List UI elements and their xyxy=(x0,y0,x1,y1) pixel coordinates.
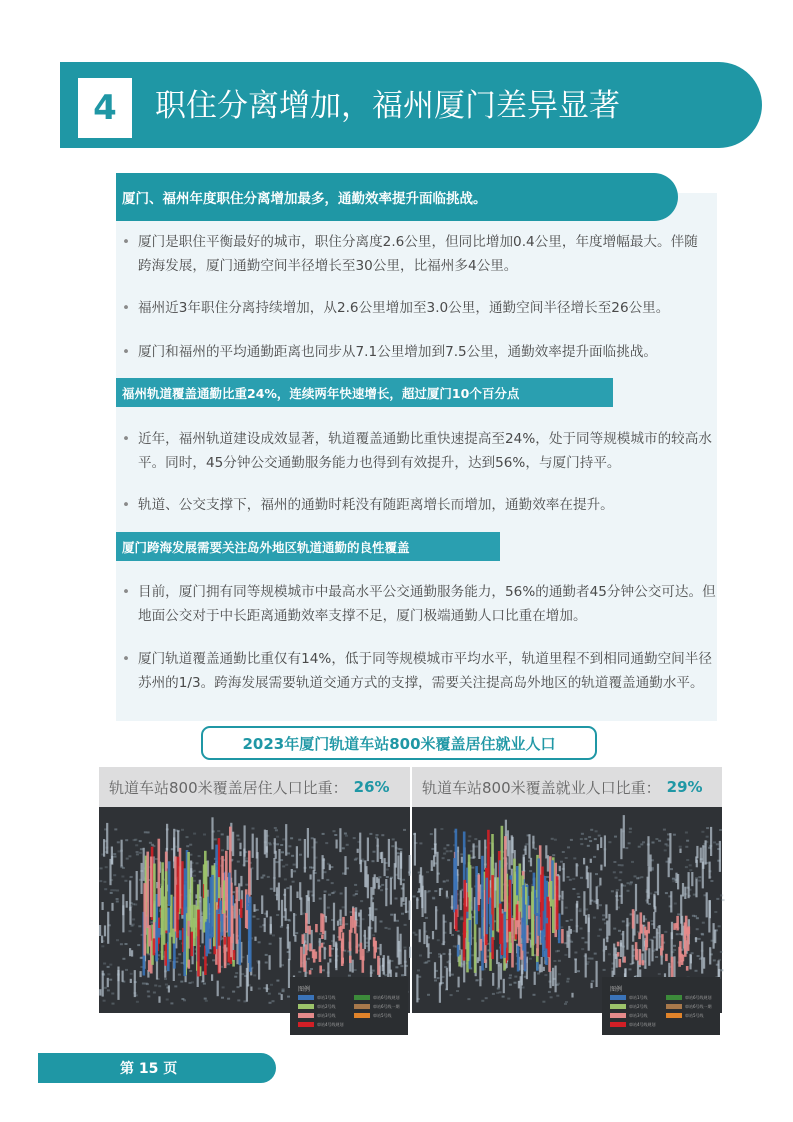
map-label xyxy=(99,767,410,807)
legend-swatch xyxy=(298,1022,314,1027)
legend-swatch xyxy=(298,1004,314,1009)
legend-swatch xyxy=(610,1004,626,1009)
bullet-text: • 厦门和福州的平均通勤距离也同步从7.1公里增加到7.5公里，通勤效率提升面临挑战。 xyxy=(120,340,720,364)
legend-label: 車站4号线规划 xyxy=(317,1022,344,1027)
legend-label: 車站2号线 xyxy=(317,1004,336,1009)
bullet-text: • 近年，福州轨道建设成效显著，轨道覆盖通勤比重快速提高至24%，处于同等规模城市的较高水平。同时，45分钟公交通勤服务能力也得到有效提升，达到56%，与厦门持平。 xyxy=(120,427,718,475)
map-label-text: 轨道车站800米覆盖居住人口比重： xyxy=(109,778,348,797)
legend-swatch xyxy=(610,1022,626,1027)
legend-label: 車站4号线规划 xyxy=(629,1022,656,1027)
legend-swatch xyxy=(666,995,682,1000)
legend-label: 車站2号线 xyxy=(629,1004,648,1009)
legend-label: 車站5号线 xyxy=(373,1013,392,1018)
bullet-text: • 福州近3年职住分离持续增加，从2.6公里增加至3.0公里，通勤空间半径增长至26公里。 xyxy=(120,296,720,320)
legend-swatch xyxy=(298,1013,314,1018)
legend-title: 图例 xyxy=(610,986,623,993)
legend-label: 車站5号线 xyxy=(685,1013,704,1018)
legend-label: 車站6号线一期 xyxy=(373,1004,400,1009)
legend-swatch xyxy=(610,995,626,1000)
page-number: 第 15 页 xyxy=(38,1053,276,1083)
map-label-text: 轨道车站800米覆盖就业人口比重： xyxy=(422,778,661,797)
legend-label: 車站1号线 xyxy=(629,995,648,1000)
section-heading-1: 厦门、福州年度职住分离增加最多，通勤效率提升面临挑战。 xyxy=(116,173,678,221)
legend-label: 車站1号线 xyxy=(317,995,336,1000)
legend-label: 車站6号线规划 xyxy=(373,995,400,1000)
legend-title: 图例 xyxy=(298,986,311,993)
section-number: 4 xyxy=(78,78,132,138)
legend-swatch xyxy=(354,995,370,1000)
figure-caption: 2023年厦门轨道车站800米覆盖居住就业人口 xyxy=(201,726,597,760)
map-percent: 26% xyxy=(353,778,390,796)
legend-swatch xyxy=(666,1013,682,1018)
section-heading-2: 福州轨道覆盖通勤比重24%，连续两年快速增长，超过厦门10个百分点 xyxy=(116,378,613,407)
residence-coverage-map xyxy=(99,767,410,1027)
bullet-text: • 厦门轨道覆盖通勤比重仅有14%，低于同等规模城市平均水平，轨道里程不到相同通勤空间半径苏州的1/3。跨海发展需要轨道交通方式的支撑，需要关注提高岛外地区的轨道覆盖通勤水平。 xyxy=(120,647,718,695)
legend-label: 車站3号线 xyxy=(317,1013,336,1018)
legend-swatch xyxy=(298,995,314,1000)
legend-label: 車站6号线一期 xyxy=(685,1004,712,1009)
legend-swatch xyxy=(666,1004,682,1009)
map-label xyxy=(412,767,722,807)
map-legend xyxy=(290,977,408,1035)
map-percent: 29% xyxy=(666,778,703,796)
legend-label: 車站6号线规划 xyxy=(685,995,712,1000)
legend-swatch xyxy=(354,1013,370,1018)
employment-coverage-map xyxy=(412,767,722,1027)
bullet-text: • 目前，厦门拥有同等规模城市中最高水平公交通勤服务能力，56%的通勤者45分钟公交可达。但地面公交对于中长距离通勤效率支撑不足，厦门极端通勤人口比重在增加。 xyxy=(120,580,718,628)
page-title: 职住分离增加，福州厦门差异显著 xyxy=(155,88,620,124)
map-legend xyxy=(602,977,720,1035)
section-heading-3: 厦门跨海发展需要关注岛外地区轨道通勤的良性覆盖 xyxy=(116,532,500,561)
bullet-text: • 轨道、公交支撑下，福州的通勤时耗没有随距离增长而增加，通勤效率在提升。 xyxy=(120,493,720,517)
header-underline xyxy=(60,146,620,148)
legend-swatch xyxy=(354,1004,370,1009)
legend-label: 車站3号线 xyxy=(629,1013,648,1018)
legend-swatch xyxy=(610,1013,626,1018)
bullet-text: • 厦门是职住平衡最好的城市，职住分离度2.6公里，但同比增加0.4公里，年度增幅最大。伴随跨海发展，厦门通勤空间半径增长至30公里，比福州多4公里。 xyxy=(120,230,710,278)
